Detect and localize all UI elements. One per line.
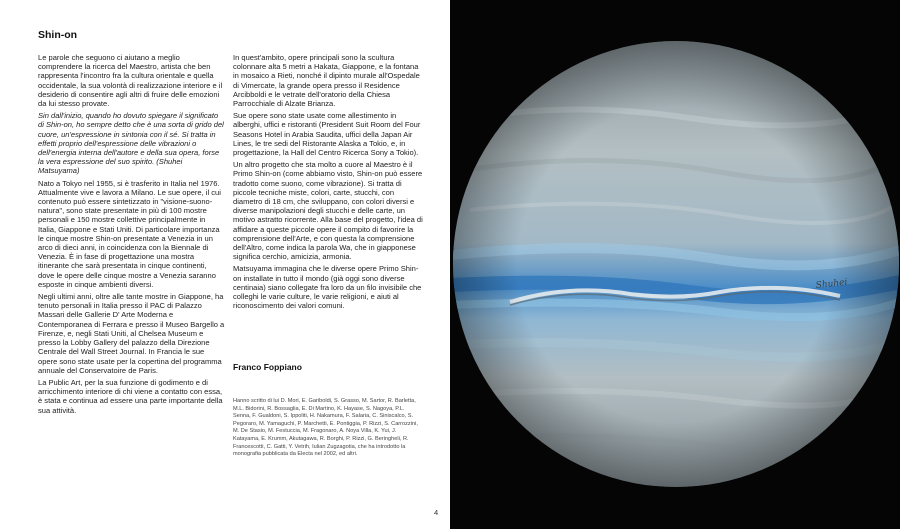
biography-paragraph: Nato a Tokyo nel 1955, si è trasferito in Italia nel 1976. Attualmente vive e lavora a Milano. Le sue opere, il cui contenuto può essere sintetizzato in "visione-suono-natura", sono state presentate in più di 100 mostre personali e 150 mostre collettive principalmente in Italia, Giappone e Stati Uniti. Di particolare importanza le cinque mostre Shin-on presentate a Venezia in un arco di dieci anni, in coincidenza con la Biennale di Venezia. È in fase di progettazione una mostra itinerante che sarà presentata in cinque continenti, dove le opere delle cinque mostre a Venezia saranno esposte in cinque ambienti diversi. xyxy=(38,178,221,289)
shin-on-painting xyxy=(450,0,900,529)
author-name: Franco Foppiano xyxy=(233,362,302,372)
artist-quote: Sin dall'inizio, quando ho dovuto spiegare il significato di Shin-on, ho sempre detto che è una sorta di grido del cuore, un'espressione in sintonia con il sé. Si tratta in effetti proprio dell'espressione delle vibrazioni o dell'energia interna dell'autore e della sua opera, forse la vera espressione del suo spirito. (Shuhei Matsuyama) xyxy=(38,111,224,176)
intro-paragraph: Le parole che seguono ci aiutano a meglio comprendere la ricerca del Maestro, artista che ben rappresenta l'incontro fra la cultura orientale e quella occidentale, la sua volontà di realizzazione interiore e il desiderio di consentire agli altri di fruire delle emozioni da lui stesso provate. xyxy=(38,53,223,109)
artwork-page xyxy=(450,0,900,529)
text-column-2 xyxy=(233,53,423,313)
credits-note: Hanno scritto di lui D. Mori, E. Gariboldi, S. Grasso, M. Sartor, R. Barletta, M.L. Bidorini, R. Bossaglia, E. Di Martino, K. Hayase, S. Nagoya, P.L. Senna, F. Gualdoni, S. Ippoliti, H. Nakamura, F. Salaria, C. Siniscalco, S. Pegoraro, M. Yamaguchi, P. Marchetti, E. Pontiggia, P. Rizzi, S. Carrozzini, M. De Stasio, M. Festuccia, M. Fragonaro, A. Noya Villa, K. Yui, J. Katayama, E. Krumm, Akutagawa, R. Borghi, P. Rizzi, G. Beringheli, R. Francescotti, C. Gatti, Y. Vetrih, Iulian Zugzagotia, che ha introdotto la monografia pubblicata da Electa nel 2002, ed altri. xyxy=(233,398,418,458)
artist-signature: Shuhei xyxy=(815,277,848,291)
primo-shin-on-paragraph: Un altro progetto che sta molto a cuore al Maestro è il Primo Shin-on (come abbiamo visto, Shin-on può essere tradotto come suono, come vibrazione). Si tratta di piccole tecniche miste, colori, carte, stucchi, con diametro di 18 cm, che sviluppano, con colori diversi e diverse manipolazioni degli stucchi e delle carte, un motivo astratto ricorrente. Alla base del progetto, l'idea di affidare a queste piccole opere il compito di favorire la comprensione dell'Arte, e con questa la comprensione dell'Altro, come indica la parola Wa, che in giapponese significa cerchio, amicizia, armonia. xyxy=(233,160,423,262)
installations-paragraph: Sue opere sono state usate come allestimento in alberghi, uffici e ristoranti (President Suit Room del Four Seasons Hotel in Arabia Saudita, uffici della Japan Air Lines, le tre sedi del Ristorante Alaska a Tokio, e, in progettazione, la Hall del Centro Ricerca Sony a Tokio). xyxy=(233,111,421,158)
exhibitions-paragraph: Negli ultimi anni, oltre alle tante mostre in Giappone, ha tenuto personali in Italia presso il PAC di Palazzo Massari delle Gallerie D' Arte Moderna e Contemporanea di Ferrara e presso il Museo Bargello a Firenze, e, negli Stati Uniti, al Chelsea Museum e presso la Lobby Gallery del palazzo della Direzione Centrale del Wall Street Journal. In Francia le sue opere sono state usate per la copertina del programma annuale del Conservatoire de Paris. xyxy=(38,292,225,375)
text-column-1 xyxy=(38,53,225,418)
public-art-paragraph: La Public Art, per la sua funzione di godimento e di arricchimento interiore di chi viene a contatto con essa, è stata e continua ad essere una parte importante della sua attività. xyxy=(38,377,223,415)
page-number: 4 xyxy=(434,508,439,517)
page-title: Shin-on xyxy=(38,29,78,41)
works-paragraph: In quest'ambito, opere principali sono la scultura colonnare alta 5 metri a Hakata, Giappone, e la fontana in mosaico a Rieti, nonché il dipinto murale all'Ospedale di Vimercate, la grande opera presso il Residence Arcibboldi e le vetrate dell'oratorio della Chiesa Parrocchiale di Alzate Brianza. xyxy=(233,53,420,109)
connection-paragraph: Matsuyama immagina che le diverse opere Primo Shin-on installate in tutto il mondo (già oggi sono diverse centinaia) siano collegate fra loro da un filo invisibile che colleghi le varie culture, le varie religioni, e aiuti al riconoscimento dei valori comuni. xyxy=(233,264,422,311)
